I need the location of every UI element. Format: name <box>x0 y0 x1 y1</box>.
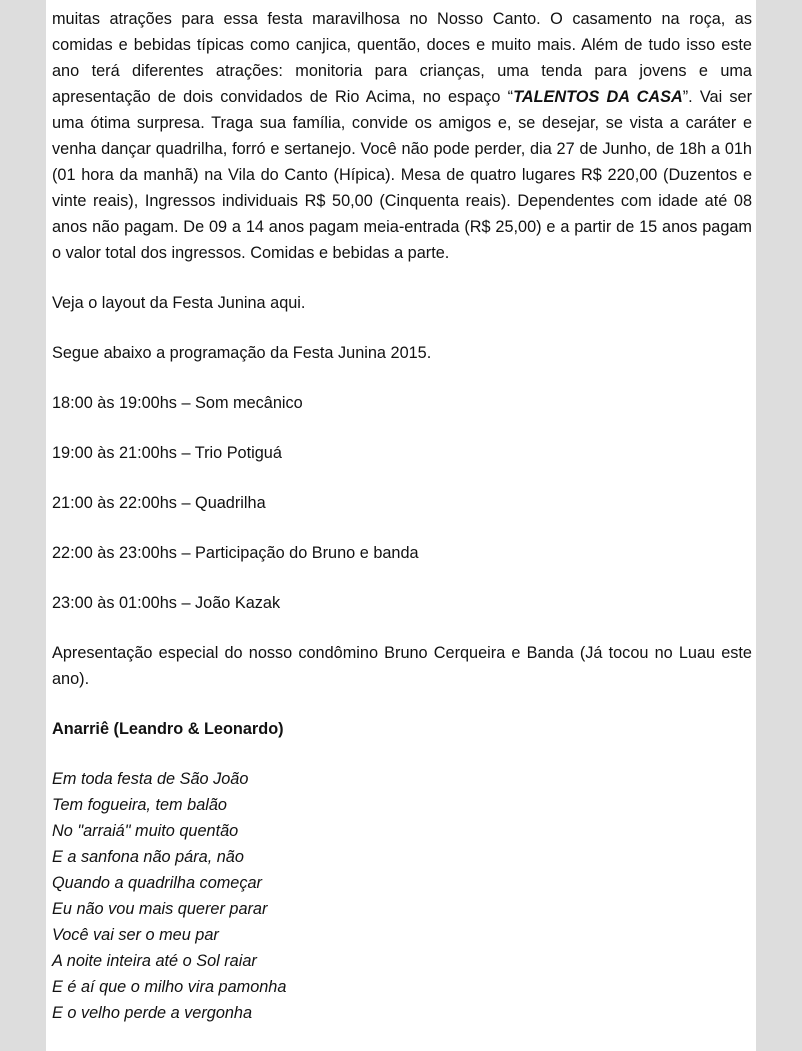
intro-text-before: muitas atrações para essa festa maravilhosa no Nosso Canto. O casamento na roça, as comidas e bebidas típicas como canjica, quentão, doces e muito mais. Além de tudo isso este ano terá diferentes atrações: monitoria para crianças, uma tenda para jovens e uma apresentação de dois convidados de Rio Acima, no espaço “ <box>52 10 752 106</box>
talentos-highlight: TALENTOS DA CASA <box>513 88 683 106</box>
lyric-line: E o velho perde a vergonha <box>52 1004 253 1022</box>
article-content <box>46 0 756 1051</box>
song-lyrics <box>52 766 752 1026</box>
lyric-line: No "arraiá" muito quentão <box>52 822 239 840</box>
song-title: Anarriê (Leandro & Leonardo) <box>52 720 284 738</box>
lyric-line: E é aí que o milho vira pamonha <box>52 978 287 996</box>
schedule-item: 18:00 às 19:00hs – Som mecânico <box>52 394 303 412</box>
lyric-line: Tem fogueira, tem balão <box>52 796 227 814</box>
schedule-item: 23:00 às 01:00hs – João Kazak <box>52 594 281 612</box>
lyric-line: Quando a quadrilha começar <box>52 874 262 892</box>
lyric-line: A noite inteira até o Sol raiar <box>52 952 257 970</box>
lyric-line: Você vai ser o meu par <box>52 926 219 944</box>
schedule-item: 22:00 às 23:00hs – Participação do Bruno e banda <box>52 544 419 562</box>
schedule-intro: Segue abaixo a programação da Festa Junina 2015. <box>52 344 432 362</box>
lyric-line: Em toda festa de São João <box>52 770 249 788</box>
left-gutter <box>0 0 46 1051</box>
intro-text-after: ”. Vai ser uma ótima surpresa. Traga sua família, convide os amigos e, se desejar, se vista a caráter e venha dançar quadrilha, forró e sertanejo. Você não pode perder, dia 27 de Junho, de 18h a 01h (01 hora da manhã) na Vila do Canto (Hípica). Mesa de quatro lugares R$ 220,00 (Duzentos e vinte reais), Ingressos individuais R$ 50,00 (Cinquenta reais). Dependentes com idade até 08 anos não pagam. De 09 a 14 anos pagam meia-entrada (R$ 25,00) e a partir de 15 anos pagam o valor total dos ingressos. Comidas e bebidas a parte. <box>52 88 753 262</box>
schedule-item: 19:00 às 21:00hs – Trio Potiguá <box>52 444 282 462</box>
layout-link-line[interactable]: Veja o layout da Festa Junina aqui. <box>52 294 306 312</box>
intro-paragraph <box>52 6 752 266</box>
schedule-item: 21:00 às 22:00hs – Quadrilha <box>52 494 266 512</box>
lyric-line: Eu não vou mais querer parar <box>52 900 268 918</box>
special-note: Apresentação especial do nosso condômino Bruno Cerqueira e Banda (Já tocou no Luau este ano). <box>52 644 752 688</box>
right-gutter <box>756 0 802 1051</box>
lyric-line: E a sanfona não pára, não <box>52 848 244 866</box>
